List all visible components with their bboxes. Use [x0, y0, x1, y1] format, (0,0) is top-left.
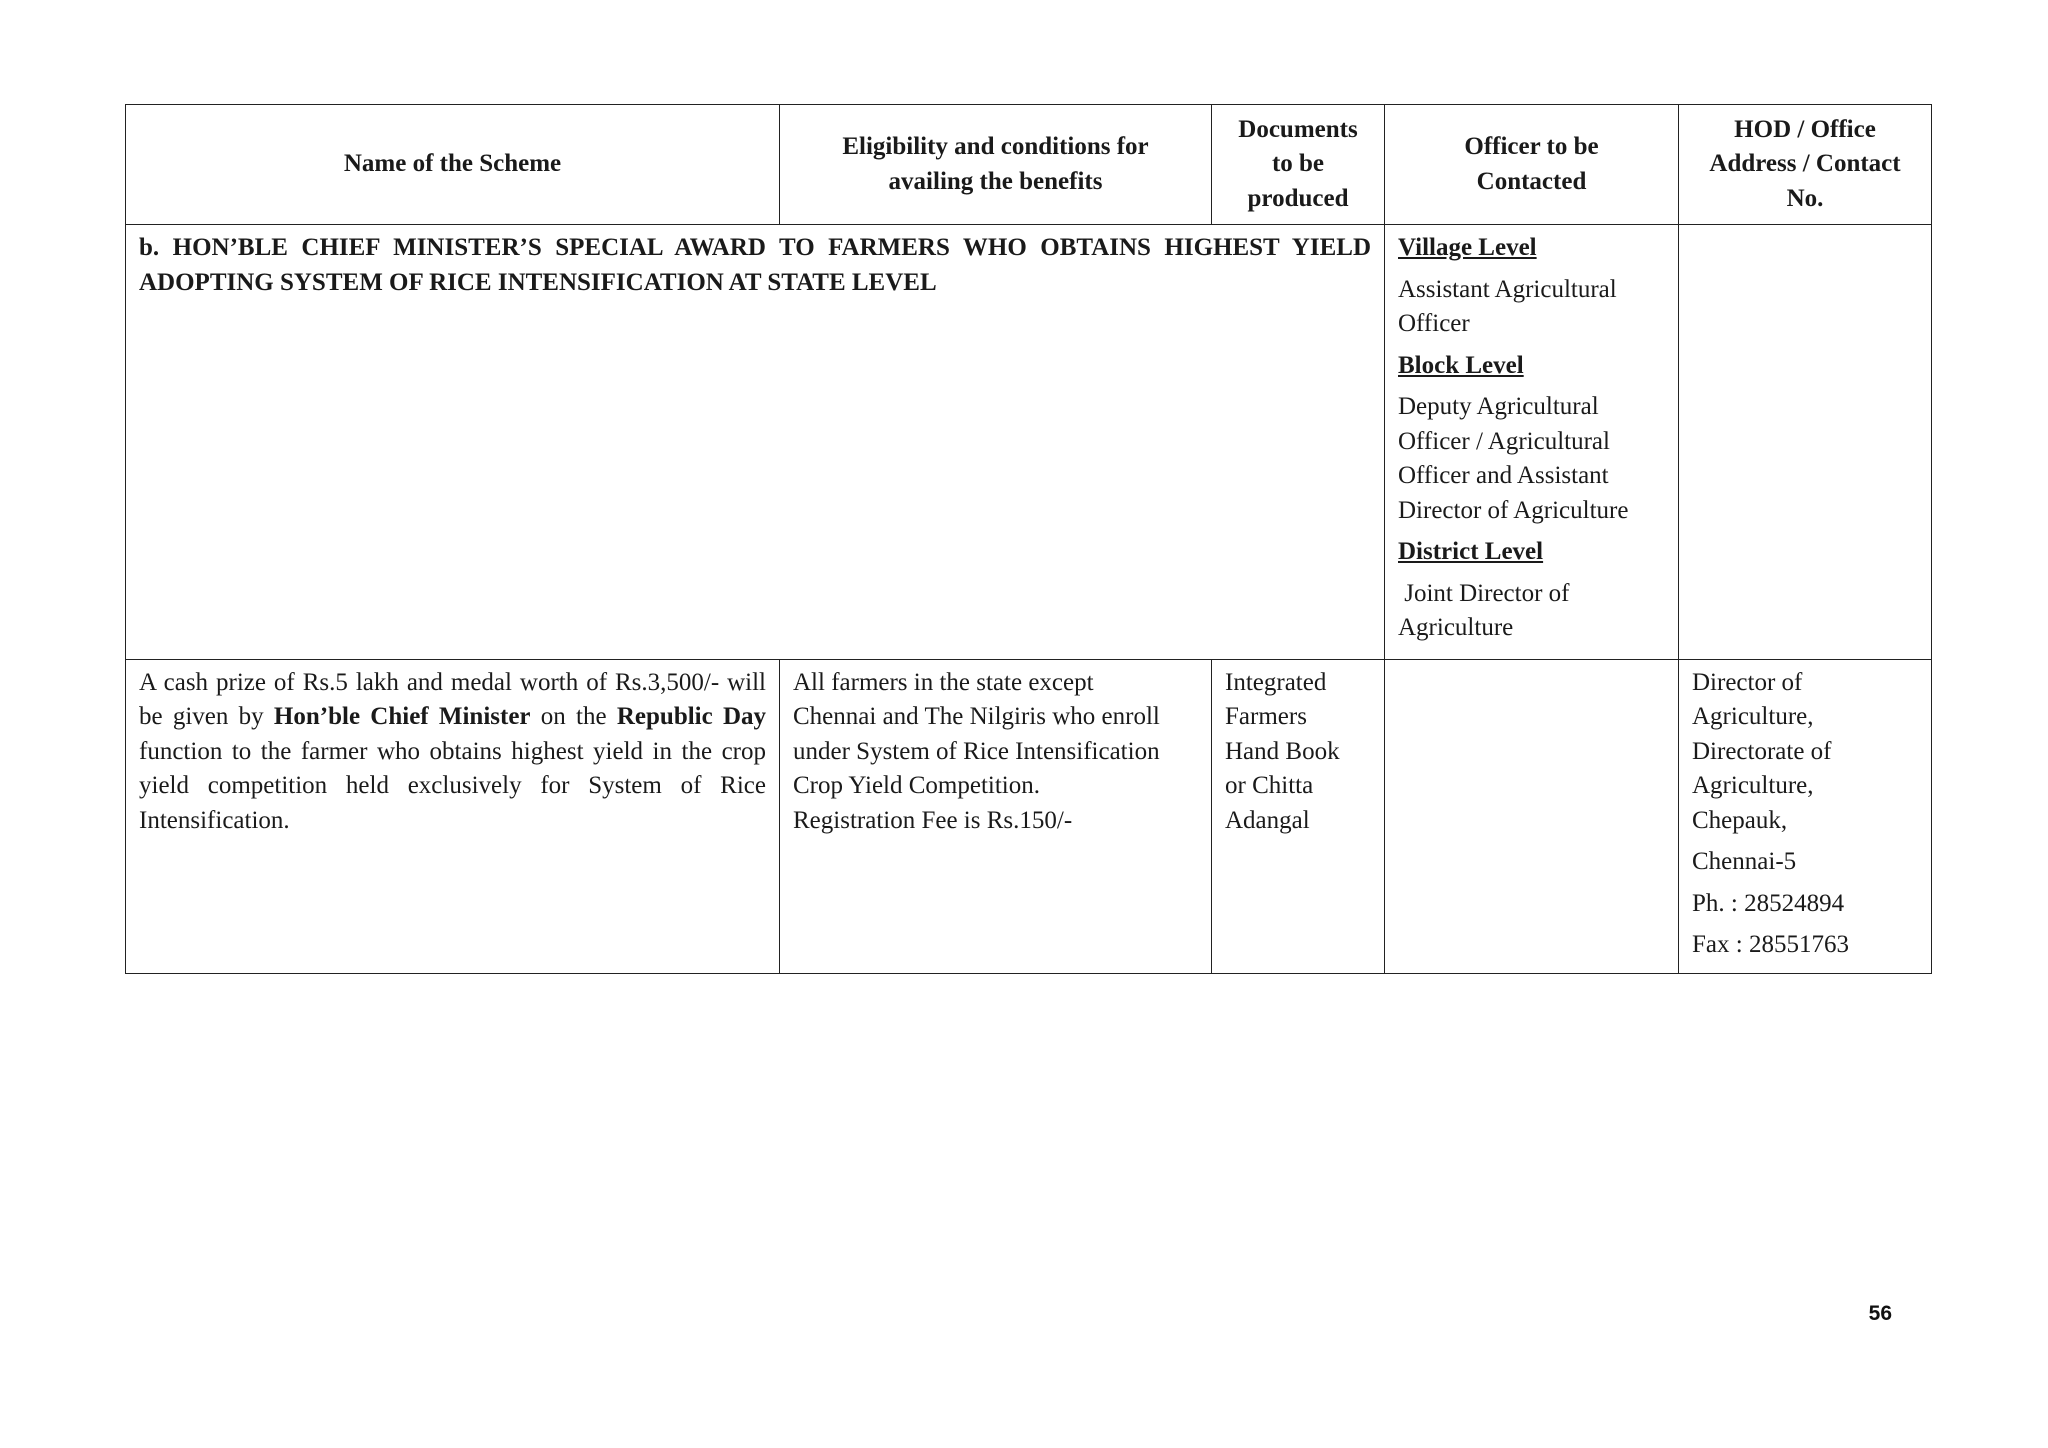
detail-officer-cell	[1385, 659, 1679, 973]
header-scheme-name: Name of the Scheme	[126, 105, 780, 225]
scheme-description: A cash prize of Rs.5 lakh and medal worth of Rs.3,500/- will be given by Hon’ble Chief Minister on the Republic Day function to the farmer who obtains highest yield in the crop yield competition held exclusively for System of Rice Intensification.	[126, 659, 780, 973]
hod-fax: Fax : 28551763	[1692, 931, 1849, 958]
village-level-heading: Village Level	[1398, 234, 1537, 261]
eligibility-text: All farmers in the state except Chennai and The Nilgiris who enroll under System of Rice Intensification Crop Yield Competition. Registration Fee is Rs.150/-	[780, 659, 1212, 973]
header-officer: Officer to be Contacted	[1385, 105, 1679, 225]
district-level-officer: Joint Director of Agriculture	[1398, 579, 1575, 641]
officer-levels-cell	[1385, 225, 1679, 660]
section-hod-cell	[1679, 225, 1932, 660]
page-number: 56	[1868, 1302, 1892, 1325]
scheme-table	[125, 104, 1932, 974]
republic-day-emphasis: Republic Day	[616, 703, 767, 730]
header-hod: HOD / Office Address / Contact No.	[1679, 105, 1932, 225]
table-section-row	[126, 225, 1932, 660]
hod-city: Chennai-5	[1692, 848, 1797, 875]
hod-address: Director of Agriculture, Directorate of Agriculture, Chepauk, Chennai-5 Ph. : 28524894 Fax : 28551763	[1679, 659, 1932, 973]
village-level-officer: Assistant Agricultural Officer	[1398, 275, 1617, 337]
district-level-heading: District Level	[1398, 538, 1544, 565]
section-title: b. HON’BLE CHIEF MINISTER’S SPECIAL AWARD TO FARMERS WHO OBTAINS HIGHEST YIELD ADOPTING SYSTEM OF RICE INTENSIFICATION AT STATE LEVEL	[126, 225, 1385, 660]
documents-text: Integrated Farmers Hand Book or Chitta Adangal	[1212, 659, 1385, 973]
table-header-row	[126, 105, 1932, 225]
chief-minister-emphasis: Hon’ble Chief Minister	[273, 703, 531, 730]
block-level-officer: Deputy Agricultural Officer / Agricultural Officer and Assistant Director of Agriculture	[1398, 393, 1629, 524]
hod-phone: Ph. : 28524894	[1692, 889, 1845, 917]
header-eligibility: Eligibility and conditions for availing the benefits	[780, 105, 1212, 225]
header-documents: Documents to be produced	[1212, 105, 1385, 225]
table-detail-row	[126, 659, 1932, 973]
block-level-heading: Block Level	[1398, 351, 1524, 379]
